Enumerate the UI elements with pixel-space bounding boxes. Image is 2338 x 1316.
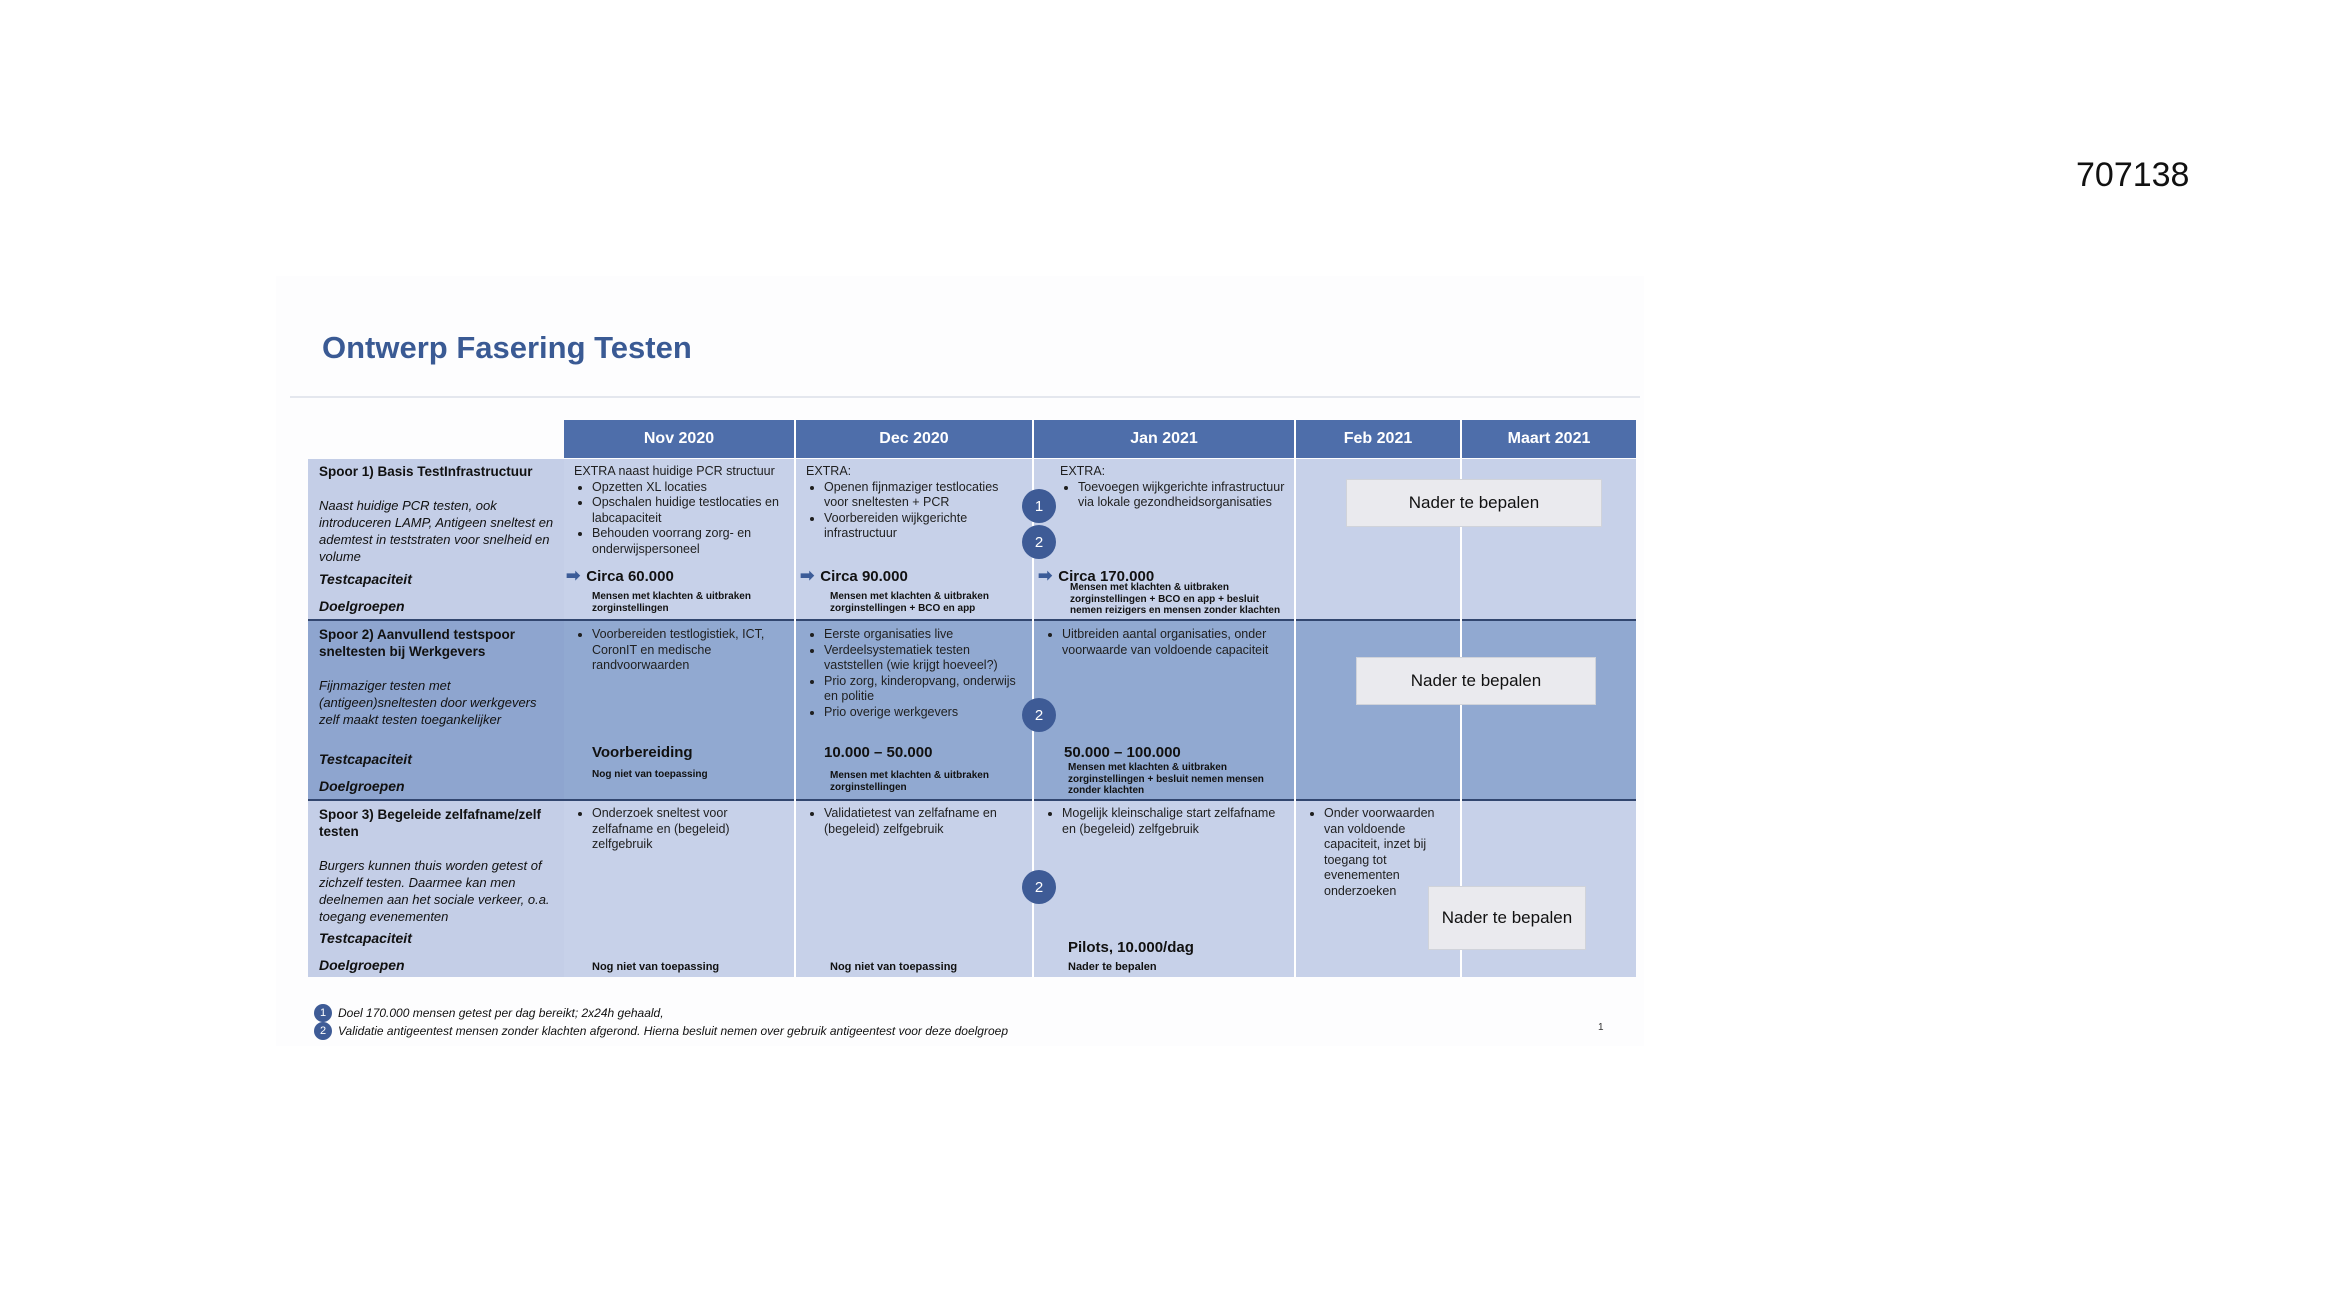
- marker-1-circle: 1: [1022, 489, 1056, 523]
- list-item: • Toevoegen wijkgerichte infrastructuur via lokale gezondheidsorganisaties: [1078, 480, 1290, 511]
- spoor3-jan-cell: [1044, 806, 1292, 837]
- footnote-2-circle: 2: [314, 1022, 332, 1040]
- spoor3-nov-cell: [574, 806, 764, 853]
- marker-2-circle: 2: [1022, 525, 1056, 559]
- list-item: • Onder voorwaarden van voldoende capaciteit, inzet bij toegang tot evenementen onderzoeken: [1324, 806, 1456, 899]
- month-header-maart: Maart 2021: [1462, 420, 1636, 458]
- spoor2-cap-dec: 10.000 – 50.000: [824, 744, 933, 761]
- marker-2-circle: 2: [1022, 870, 1056, 904]
- page-number: 1: [1598, 1022, 1604, 1033]
- month-header-nov: Nov 2020: [564, 420, 794, 458]
- month-header-dec: Dec 2020: [796, 420, 1032, 458]
- arrow-right-icon: ➡: [566, 566, 581, 585]
- month-header-feb: Feb 2021: [1296, 420, 1460, 458]
- list-item: • Opzetten XL locaties: [592, 480, 790, 496]
- spoor1-dec-cell: [806, 464, 1026, 542]
- cell-heading: EXTRA naast huidige PCR structuur: [574, 464, 775, 478]
- spoor3-groups-jan: Nader te bepalen: [1068, 961, 1157, 973]
- list-item: • Eerste organisaties live: [824, 627, 1028, 643]
- list-item: • Validatietest van zelfafname en (begeleid) zelfgebruik: [824, 806, 1026, 837]
- spoor3-groups-dec: Nog niet van toepassing: [830, 961, 958, 973]
- spoor2-groups-dec: Mensen met klachten & uitbraken zorginstellingen: [830, 770, 989, 793]
- spoor1-nov-cell: [574, 464, 790, 557]
- spoor2-tbd-box: Nader te bepalen: [1356, 657, 1596, 705]
- spoor3-description: Burgers kunnen thuis worden getest of zichzelf testen. Daarmee kan men deelnemen aan het sociale verkeer, o.a. toegang evenementen: [319, 858, 550, 924]
- list-item: • Mogelijk kleinschalige start zelfafname en (begeleid) zelfgebruik: [1062, 806, 1292, 837]
- list-item: • Prio overige werkgevers: [824, 705, 1028, 721]
- footnote-1-circle: 1: [314, 1004, 332, 1022]
- list-item: • Prio zorg, kinderopvang, onderwijs en politie: [824, 674, 1028, 705]
- spoor3-groups-nov: Nog niet van toepassing: [592, 961, 720, 973]
- spoor2-jan-cell: [1044, 627, 1288, 658]
- column-divider: [1294, 420, 1296, 977]
- list-item: • Uitbreiden aantal organisaties, onder voorwaarde van voldoende capaciteit: [1062, 627, 1288, 658]
- list-item: • Voorbereiden wijkgerichte infrastructuur: [824, 511, 1026, 542]
- document-id: 707138: [2076, 156, 2190, 194]
- spoor1-description: Naast huidige PCR testen, ook introduceren LAMP, Antigeen sneltest en ademtest in teststraten voor snelheid en volume: [319, 498, 554, 564]
- list-item: • Behouden voorrang zorg- en onderwijspersoneel: [592, 526, 790, 557]
- spoor3-tbd-box: Nader te bepalen: [1428, 886, 1586, 950]
- arrow-right-icon: ➡: [800, 566, 815, 585]
- spoor2-groups-label: Doelgroepen: [319, 778, 405, 794]
- spoor2-dec-cell: [806, 627, 1028, 720]
- band-separator: [308, 619, 1636, 621]
- slide-title: Ontwerp Fasering Testen: [322, 330, 692, 365]
- spoor3-title: Spoor 3) Begeleide zelfafname/zelf testen: [319, 807, 542, 839]
- arrow-right-icon: ➡: [1038, 566, 1053, 585]
- spoor1-groups-jan: Mensen met klachten & uitbraken zorginstellingen + BCO en app + besluit nemen reizigers en mensen zonder klachten: [1070, 582, 1281, 616]
- spoor1-jan-cell: [1060, 464, 1290, 511]
- cell-heading: EXTRA:: [806, 464, 852, 478]
- spoor1-cap-nov: [566, 566, 674, 586]
- spoor1-cap-dec: [800, 566, 908, 586]
- spoor2-nov-cell: [574, 627, 784, 674]
- list-item: • Openen fijnmaziger testlocaties voor sneltesten + PCR: [824, 480, 1026, 511]
- title-rule: [290, 396, 1640, 398]
- cell-heading: EXTRA:: [1060, 464, 1106, 478]
- spoor2-cap-nov: Voorbereiding: [592, 744, 693, 761]
- spoor1-tbd-box: Nader te bepalen: [1346, 479, 1602, 527]
- spoor3-cap-jan: Pilots, 10.000/dag: [1068, 939, 1194, 956]
- spoor1-capacity-label: Testcapaciteit: [319, 571, 412, 587]
- spoor3-groups-label: Doelgroepen: [319, 957, 405, 973]
- spoor3-capacity-label: Testcapaciteit: [319, 930, 412, 946]
- spoor1-groups-dec: Mensen met klachten & uitbraken zorginstellingen + BCO en app: [830, 591, 989, 614]
- spoor2-title: Spoor 2) Aanvullend testspoor sneltesten bij Werkgevers: [319, 627, 516, 659]
- band-separator: [308, 799, 1636, 801]
- list-item: • Voorbereiden testlogistiek, ICT, CoronIT en medische randvoorwaarden: [592, 627, 784, 674]
- spoor2-capacity-label: Testcapaciteit: [319, 751, 412, 767]
- spoor2-cap-jan: 50.000 – 100.000: [1064, 744, 1181, 761]
- list-item: • Onderzoek sneltest voor zelfafname en (begeleid) zelfgebruik: [592, 806, 764, 853]
- capacity-value: Circa 90.000: [820, 568, 908, 585]
- footnote-2-text: Validatie antigeentest mensen zonder klachten afgerond. Hierna besluit nemen over gebruik antigeentest voor deze doelgroep: [338, 1024, 1008, 1038]
- spoor3-dec-cell: [806, 806, 1026, 837]
- footnote-1-text: Doel 170.000 mensen getest per dag bereikt; 2x24h gehaald,: [338, 1006, 664, 1020]
- marker-2-circle: 2: [1022, 698, 1056, 732]
- capacity-value: Circa 170.000: [1058, 568, 1155, 585]
- month-header-jan: Jan 2021: [1034, 420, 1294, 458]
- spoor1-groups-nov: Mensen met klachten & uitbraken zorginstellingen: [592, 591, 751, 614]
- column-divider: [794, 420, 796, 977]
- spoor2-description: Fijnmaziger testen met (antigeen)sneltesten door werkgevers zelf maakt testen toegankelijker: [319, 678, 537, 727]
- spoor1-title: Spoor 1) Basis TestInfrastructuur: [319, 464, 533, 479]
- spoor1-groups-label: Doelgroepen: [319, 598, 405, 614]
- list-item: • Opschalen huidige testlocaties en labcapaciteit: [592, 495, 790, 526]
- spoor2-groups-jan: Mensen met klachten & uitbraken zorginstellingen + besluit nemen mensen zonder klachten: [1068, 762, 1264, 796]
- spoor2-groups-nov: Nog niet van toepassing: [592, 769, 708, 780]
- capacity-value: Circa 60.000: [586, 568, 674, 585]
- list-item: • Verdeelsystematiek testen vaststellen (wie krijgt hoeveel?): [824, 643, 1028, 674]
